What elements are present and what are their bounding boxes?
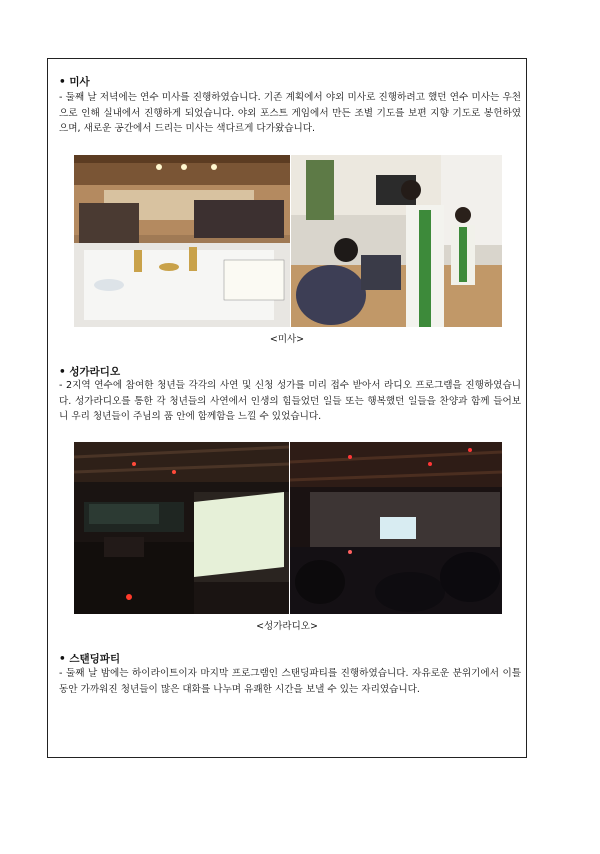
photo-mass-altar xyxy=(74,155,290,327)
section-title-party: • 스탠딩파티 xyxy=(59,653,121,665)
section-body-radio: - 2지역 연수에 참여한 청년들 각각의 사연 및 신청 성가를 미리 접수 받아서 라디오 프로그램을 진행하였습니다. 성가라디오를 통한 각 청년들의 사연에서 인생의 힘들었던 일들 또는 행복했던 일들을 찬양과 함께 들어보니 우리 청년들이 주님의 품 안에 함께함을 느낄 수 있었습니다. xyxy=(59,380,521,422)
caption-mass: <미사> xyxy=(269,334,305,345)
photo-radio-screen xyxy=(74,442,289,614)
section-body-mass: - 둘째 날 저녁에는 연수 미사를 진행하였습니다. 기존 계획에서 야외 미사로 진행하려고 했던 연수 미사는 우천으로 인해 실내에서 진행하게 되었습니다. 야외 포스트 게임에서 만든 조별 기도를 보편 지향 기도로 봉헌하였으며, 새로운 공간에서 드리는 미사는 색다르게 다가왔습니다. xyxy=(59,92,521,134)
section-title-mass: • 미사 xyxy=(59,76,90,88)
section-body-party: - 둘째 날 밤에는 하이라이트이자 마지막 프로그램인 스탠딩파티를 진행하였습니다. 자유로운 분위기에서 이틀 동안 가까워진 청년들이 많은 대화를 나누며 유쾌한 시간을 보낼 수 있는 자리였습니다. xyxy=(59,668,521,695)
photo-radio-audience xyxy=(290,442,502,614)
photo-mass-priest xyxy=(291,155,502,327)
caption-radio: <성가라디오> xyxy=(256,621,318,632)
section-title-radio: • 성가라디오 xyxy=(59,366,121,378)
